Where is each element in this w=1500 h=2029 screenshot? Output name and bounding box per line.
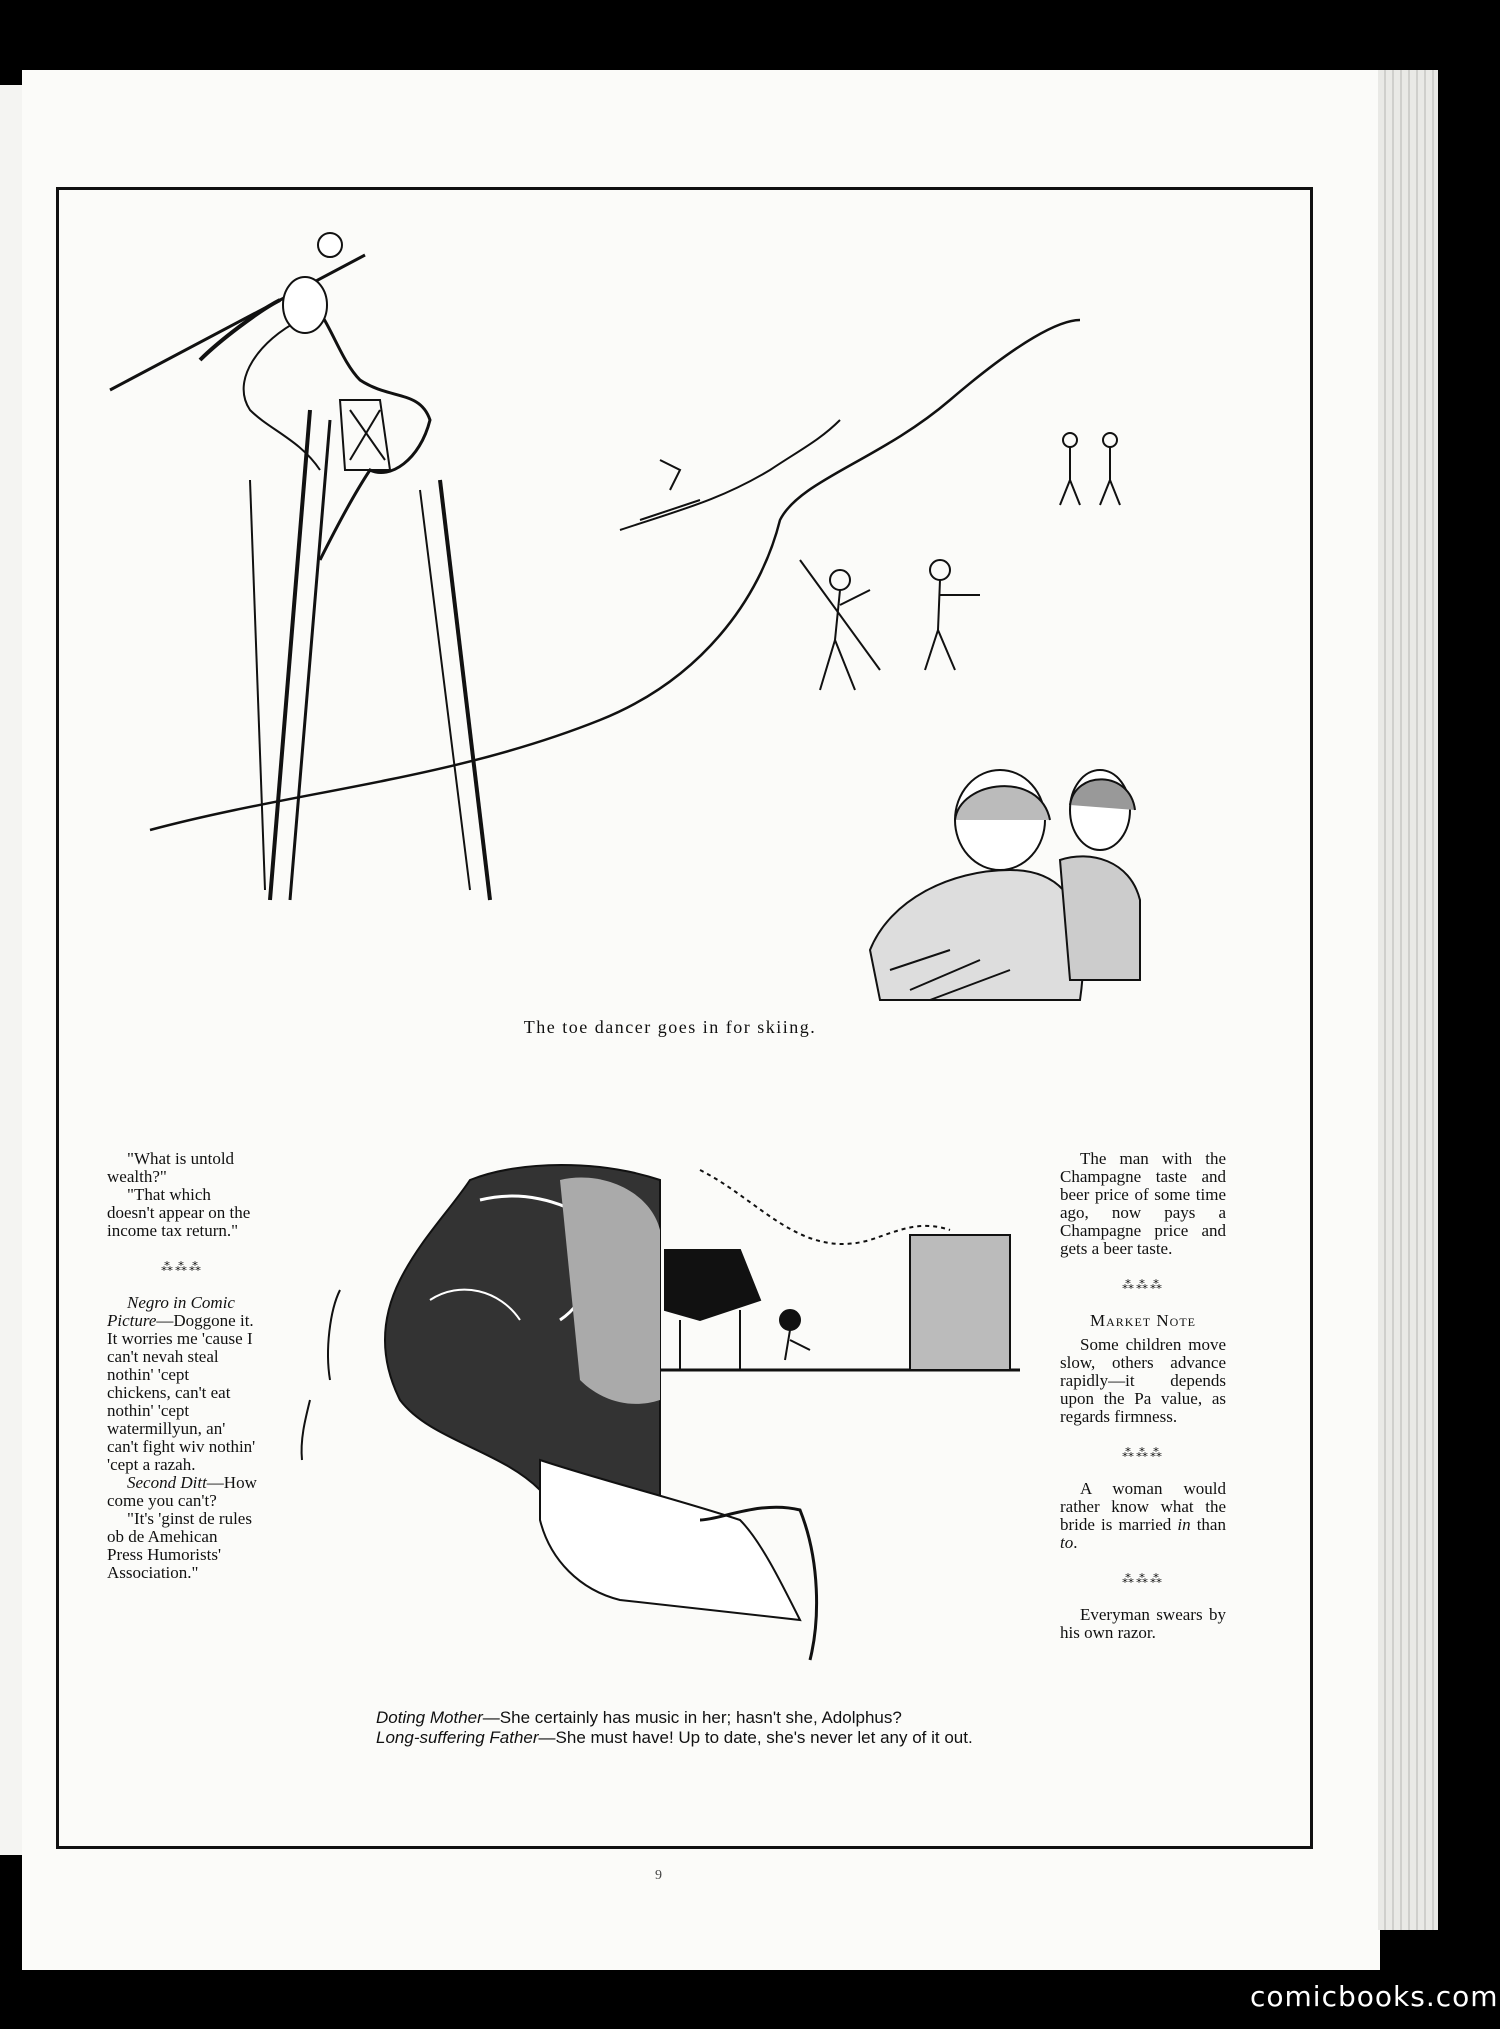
bride-joke-part: . <box>1073 1533 1078 1552</box>
skiing-illustration <box>0 0 1500 1010</box>
bride-joke <box>1060 1480 1226 1552</box>
joke-speaker-2: Second Ditt <box>127 1473 207 1492</box>
page-number: 9 <box>655 1868 662 1883</box>
caption-text-1: —She certainly has music in her; hasn't she, Adolphus? <box>482 1708 902 1727</box>
joke-paragraph <box>107 1294 257 1474</box>
joke-reply: "It's 'ginst de rules ob de Amehican Press Humorists' Association." <box>107 1509 252 1582</box>
middle-cartoon-caption <box>340 1708 1020 1748</box>
section-divider: ⁂⁂⁂ <box>1122 1278 1164 1292</box>
bride-joke-to: to <box>1060 1533 1074 1552</box>
market-note-heading: Market Note <box>1090 1311 1196 1330</box>
right-jokes-column <box>1060 1150 1226 1642</box>
caption-speaker-1: Doting Mother <box>376 1708 483 1727</box>
section-divider: ⁂⁂⁂ <box>1122 1446 1164 1460</box>
caption-text-2: —She must have! Up to date, she's never let any of it out. <box>538 1728 973 1747</box>
top-cartoon-caption: The toe dancer goes in for skiing. <box>523 1017 817 1037</box>
left-jokes-column <box>107 1150 257 1582</box>
joke-line: —Doggone it. It worries me 'cause I can't nevah steal nothin' 'cept chickens, can't eat nothin' 'cept watermillyun, an' can't fight wiv nothin' 'cept a razah. <box>107 1311 256 1474</box>
joke-line-2: —How come you can't? <box>107 1473 257 1510</box>
bride-joke-part: than <box>1190 1515 1226 1534</box>
watermark: comicbooks.com <box>1250 1980 1499 2013</box>
joke-speaker: Negro in Comic Picture <box>107 1293 235 1330</box>
caption-line-1 <box>340 1708 1020 1728</box>
section-divider: ⁂⁂⁂ <box>1122 1572 1164 1586</box>
bride-joke-part: A woman would rather know what the bride is married <box>1060 1479 1226 1534</box>
market-note-text: Some children move slow, others advance rapidly—it depends upon the Pa value, as regards firmness. <box>1060 1335 1226 1426</box>
joke-question: "What is untold wealth?" <box>107 1149 235 1186</box>
razor-joke: Everyman swears by his own razor. <box>1060 1605 1226 1642</box>
section-divider: ⁂⁂⁂ <box>161 1260 203 1274</box>
caption-speaker-2: Long-suffering Father <box>376 1728 539 1747</box>
champagne-joke: The man with the Champagne taste and beer price of some time ago, now pays a Champagne price and gets a beer taste. <box>1060 1149 1226 1258</box>
caption-line-2 <box>340 1728 1020 1748</box>
joke-paragraph-2 <box>107 1474 257 1510</box>
bride-joke-in: in <box>1177 1515 1191 1534</box>
joke-answer: "That which doesn't appear on the income tax return." <box>107 1185 251 1240</box>
